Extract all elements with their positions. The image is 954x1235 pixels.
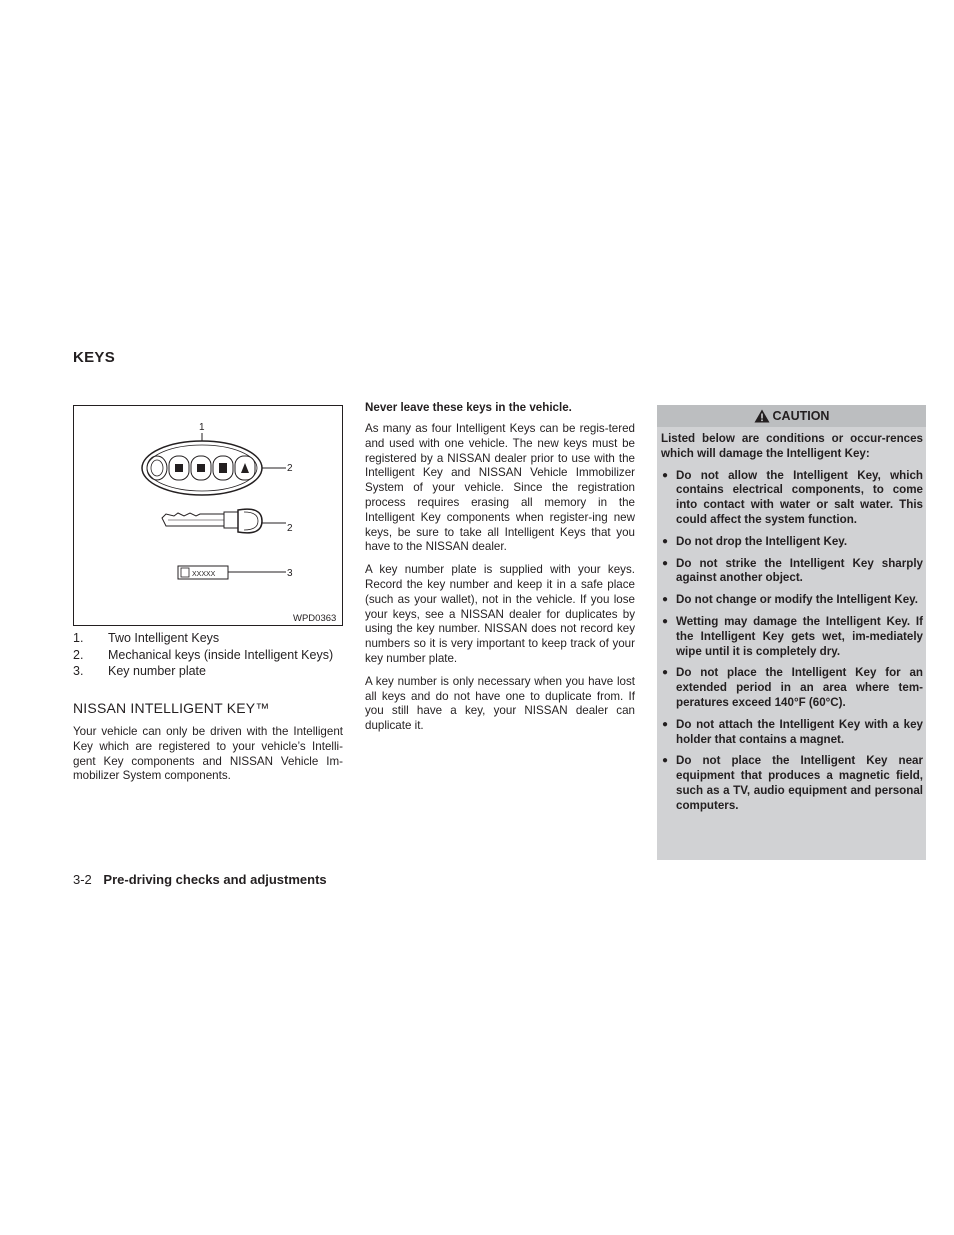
warning-heading: Never leave these keys in the vehicle. (365, 401, 572, 414)
page-number: 3-2 (73, 872, 92, 887)
bullet-text: Do not allow the Intelligent Key, which contains electrical components, to come into contact with water or salt water. This could affect the system function. (676, 468, 923, 526)
chapter-title: Pre-driving checks and adjustments (103, 872, 327, 887)
intelligent-key-fob (142, 441, 262, 495)
bullet-icon: ● (662, 718, 669, 730)
callout-2b: 2 (287, 523, 293, 534)
key-illustration (73, 405, 343, 626)
bullet-text: Do not place the Intelligent Key near equipment that produces a magnetic field, such as a TV, audio equipment and personal computers. (676, 754, 923, 812)
paragraph: A key number plate is supplied with your keys. Record the key number and keep it in a safe place (such as your wallet), not in the vehicle. If you lose your keys, see a NISSAN dealer for duplicates by using the key number. NISSAN does not record key numbers so it is very important to keep track of your key number plate. (365, 563, 635, 665)
caution-body (657, 427, 926, 814)
callout-2a: 2 (287, 463, 293, 474)
bullet-text: Do not attach the Intelligent Key with a key holder that contains a magnet. (676, 717, 923, 746)
legend-text: Two Intelligent Keys (108, 631, 220, 645)
legend-number: 1. (73, 631, 84, 645)
legend-item (73, 663, 348, 680)
bullet-icon: ● (662, 594, 669, 606)
bullet-icon: ● (662, 615, 669, 627)
bullet-icon: ● (662, 755, 669, 767)
figure-code: WPD0363 (293, 613, 337, 624)
caution-intro: Listed below are conditions or occur-rences which will damage the Intelligent Key: (661, 432, 923, 460)
bullet-text: Do not place the Intelligent Key for an extended period in an area where tem-peratures exceed 140°F (60°C). (676, 666, 923, 709)
legend-text: Mechanical keys (inside Intelligent Keys) (108, 647, 334, 662)
section-title: KEYS (73, 349, 116, 366)
bullet-text: Do not drop the Intelligent Key. (676, 534, 848, 548)
figure-legend (73, 630, 348, 680)
caution-bullet (661, 666, 923, 710)
callout-3: 3 (287, 568, 293, 579)
bullet-icon: ● (662, 535, 669, 547)
caution-header (657, 405, 926, 427)
mechanical-key (162, 509, 262, 533)
caution-bullet (661, 535, 923, 550)
plate-text: XXXXX (192, 571, 216, 578)
caution-bullet (661, 718, 923, 748)
caution-bullet (661, 754, 923, 813)
legend-text: Key number plate (108, 664, 206, 678)
caution-bullet (661, 615, 923, 659)
intro-paragraph: Your vehicle can only be driven with the Intelligent Key which are registered to your vehicle’s Intelli-gent Key components and NISSAN Vehicle Im-mobilizer System components. (73, 725, 343, 783)
caution-bullet (661, 557, 923, 587)
callout-1: 1 (199, 422, 205, 433)
bullet-text: Do not strike the Intelligent Key sharply against another object. (676, 556, 923, 585)
legend-number: 3. (73, 664, 84, 678)
caution-bullet (661, 593, 923, 608)
bullet-text: Do not change or modify the Intelligent Key. (676, 593, 918, 607)
warning-triangle-icon (754, 409, 770, 423)
legend-item (73, 647, 348, 664)
bullet-icon: ● (662, 469, 669, 481)
legend-item (73, 630, 348, 647)
caution-box (657, 405, 926, 860)
legend-number: 2. (73, 647, 84, 662)
caution-title: CAUTION (772, 409, 830, 423)
subheading: NISSAN INTELLIGENT KEY™ (73, 700, 270, 716)
middle-column (365, 401, 635, 742)
key-number-plate (178, 566, 228, 579)
paragraph: As many as four Intelligent Keys can be regis-tered and used with one vehicle. The new keys must be registered by a NISSAN dealer prior to use with the Intelligent Key and NISSAN Vehicle Immobilizer System of your vehicle. Since the registration process requires erasing all memory in the Intelligent Key components when register-ing new keys, be sure to take all Intelligent Keys that you have to the NISSAN dealer. (365, 422, 635, 554)
bullet-text: Wetting may damage the Intelligent Key. If the Intelligent Key gets wet, im-mediately wipe until it is completely dry. (676, 614, 923, 658)
bullet-icon: ● (662, 667, 669, 679)
paragraph: A key number is only necessary when you have lost all keys and do not have one to duplicate from. If you still have a key, your NISSAN dealer can duplicate it. (365, 674, 635, 733)
page-footer (73, 872, 327, 887)
caution-bullet (661, 469, 923, 528)
bullet-icon: ● (662, 557, 669, 569)
